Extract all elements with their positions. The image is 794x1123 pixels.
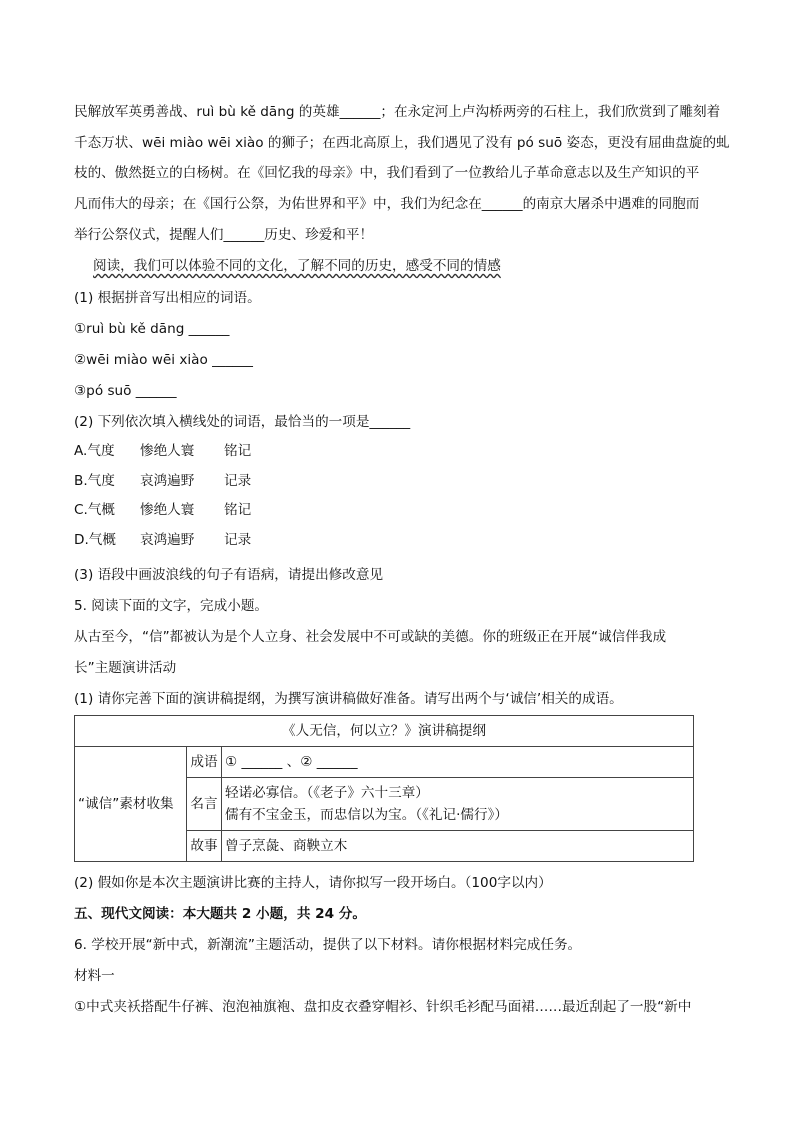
q5-sub1: (1) 请你完善下面的演讲稿提纲，为撰写演讲稿做好准备。请写出两个与‘诚信’相关的成语。 [74, 691, 623, 707]
pinyin-item-3: ③pó suō ______ [74, 383, 177, 399]
row-idioms-content: ① ______ 、② ______ [222, 747, 694, 778]
option-word-2: 哀鸿遍野 [140, 473, 195, 489]
pinyin-item-1: ①ruì bù kě dāng ______ [74, 321, 230, 337]
quote-1: 轻诺必寡信。（《老子》六十三章） [225, 785, 429, 801]
q5-intro-line-2: 长”主题演讲活动 [74, 660, 177, 676]
row-stories-content: 曾子烹彘、商鞅立木 [222, 831, 694, 862]
passage-line-4: 凡而伟大的母亲；在《国行公祭，为佑世界和平》中，我们为纪念在______的南京大屠杀中遇难的同胞而 [74, 196, 700, 212]
row-label-stories: 故事 [187, 831, 222, 862]
q5-sub2: (2) 假如你是本次主题演讲比赛的主持人，请你拟写一段开场白。（100字以内） [74, 875, 552, 891]
q6-title: 6. 学校开展“新中式，新潮流”主题活动，提供了以下材料。请你根据材料完成任务。 [74, 937, 582, 953]
option-label: C.气概 [74, 502, 116, 518]
q6-line-1: ①中式夹袄搭配牛仔裤、泡泡袖旗袍、盘扣皮衣叠穿帽衫、针织毛衫配马面裙……最近刮起了一股“新中 [74, 999, 692, 1015]
option-label: D.气概 [74, 532, 116, 548]
table-header: 《人无信，何以立？》演讲稿提纲 [75, 716, 694, 747]
q4-sub1: (1) 根据拼音写出相应的词语。 [74, 290, 261, 306]
option-word-3: 铭记 [224, 443, 252, 459]
option-word-2: 惨绝人寰 [140, 443, 195, 459]
option-word-3: 铭记 [224, 502, 252, 518]
row-label-quotes: 名言 [187, 778, 222, 831]
option-label: B.气度 [74, 473, 115, 489]
q5-title: 5. 阅读下面的文字，完成小题。 [74, 598, 269, 614]
pinyin-item-2: ②wēi miào wēi xiào ______ [74, 352, 253, 368]
option-word-3: 记录 [224, 473, 252, 489]
speech-outline-table [74, 715, 694, 862]
quote-2: 儒有不宝金玉，而忠信以为宝。（《礼记·儒行》） [225, 807, 508, 823]
material-1-label: 材料一 [74, 968, 115, 984]
row-quotes-content [222, 778, 694, 831]
q4-sub3: (3) 语段中画波浪线的句子有语病，请提出修改意见 [74, 567, 384, 583]
table-category: “诚信”素材收集 [75, 747, 187, 862]
section-5-heading: 五、现代文阅读：本大题共 2 小题，共 24 分。 [74, 906, 366, 922]
wavy-sentence: 阅读，我们可以体验不同的文化，了解不同的历史，感受不同的情感 [93, 258, 501, 274]
passage-line-1: 民解放军英勇善战、ruì bù kě dāng 的英雄______；在永定河上卢沟桥两旁的石柱上，我们欣赏到了雕刻着 [74, 104, 721, 120]
passage-line-5: 举行公祭仪式，提醒人们______历史、珍爱和平！ [74, 227, 374, 243]
option-label: A.气度 [74, 443, 115, 459]
q5-intro-line-1: 从古至今，“信”都被认为是个人立身、社会发展中不可或缺的美德。你的班级正在开展“诚信伴我成 [74, 629, 667, 645]
option-word-2: 惨绝人寰 [140, 502, 195, 518]
passage-line-3: 枝的、傲然挺立的白杨树。在《回忆我的母亲》中，我们看到了一位教给儿子革命意志以及生产知识的平 [74, 165, 700, 181]
option-word-2: 哀鸿遍野 [140, 532, 195, 548]
row-label-idioms: 成语 [187, 747, 222, 778]
option-word-3: 记录 [224, 532, 252, 548]
passage-line-2: 千态万状、wēi miào wēi xiào 的狮子；在西北高原上，我们遇见了没有 pó suō 姿态，更没有屈曲盘旋的虬 [74, 135, 730, 151]
q4-sub2: (2) 下列依次填入横线处的词语，最恰当的一项是______ [74, 414, 411, 430]
